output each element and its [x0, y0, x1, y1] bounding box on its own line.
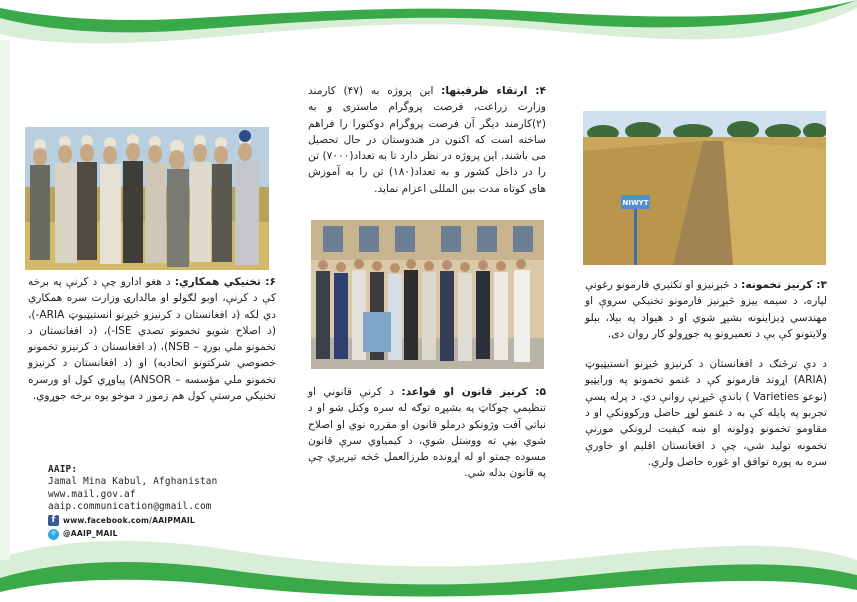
contact-block — [48, 464, 298, 540]
twitter-icon: ✧ — [49, 528, 58, 539]
photo-wheat-field — [583, 111, 826, 265]
column-mid-bottom-text — [308, 384, 546, 482]
heading-technical-cooperation: ۶: تخنیکي همکاري: — [174, 276, 276, 288]
wheat-varieties-text: د دې ترڅنګ د افغانستان د کرنیزو څیړنو انستیټیوټ (ARIA) اړوند فارمونو کې د غنمو تخمونو په ورایټیو (نوعو Varieties ) باندې څیړنې روانې دي. د پرله پسې تجربو په پایله کې به د غنمو لوړ حاصل ورکوونکې او د مقاومو تخمونو ډولونه او ښه کیفیت لرونکي موږنې تخمونه تولید شي، چې د افغانستان اقلیم او خاورې سره به پوره توافق او غوره حاصل ولري. — [585, 358, 828, 468]
field-sign-label: NIWYT — [622, 199, 649, 207]
agricultural-seeds-text: د څېړنیزو او تکثیري فارمونو رغونې لپاره، د سیمه ییزو څېړنیز فارمونو تخنیکي سروې او مهندسي ډیزاینونه بشپړ شوي او د هیواد په بېلا، بېلو ولایتونو کې یې د تعمیرونو په جوړولو کار روان دی. — [585, 279, 827, 340]
heading-agricultural-law: ۵: کرنیز قانون او قواعد: — [401, 386, 546, 398]
column-left-text — [28, 274, 276, 404]
heading-capacity-building: ۴: ارتقاء ظرفیتها: — [441, 85, 546, 97]
heading-agricultural-seeds: ۳: کرنیز تخمونه: — [741, 279, 827, 291]
agricultural-law-text: د کرنې قانوني او تنظیمي چوکاټ په بشپړه توګه له سره وکتل شو او د نباتي آفت وژونکو درملو قانون او مقرره نوي او اصلاح شوي بڼې ته ووښتل شوې، د کیمیاوي سرې قانون مسوده چمتو او له اړونده طرزالعمل څخه تیریږي چې په قانون بدله شي. — [308, 386, 546, 480]
contact-website[interactable]: www.mail.gov.af — [48, 488, 136, 500]
facebook-link[interactable]: www.facebook.com/AAIPMAIL — [63, 515, 195, 525]
twitter-row[interactable] — [48, 528, 298, 540]
twitter-link[interactable]: @AAIP_MAIL — [63, 529, 118, 539]
contact-email[interactable]: aaip.communication@gmail.com — [48, 501, 212, 513]
capacity-building-text: این پروژه به (۴۷) کارمند وزارت زراعت، فرصت پروگرام ماستری و به (۲)کارمند دیگر آن فرصت پروگرام دوکتورا را فراهم ساخته است که اکنون در هندوستان در حال تحصیل می باشند. این پروژه در نظر دارد تا به تعداد(۷۰۰۰) تن را در داخل کشور و به تعداد(۱۸۰) تن را به آموزش های کوتاه مدت بین المللی اعزام نماید. — [308, 85, 546, 195]
contact-org: AAIP: — [48, 464, 78, 475]
facebook-icon: f — [48, 515, 59, 526]
contact-address: Jamal Mina Kabul, Afghanistan — [48, 476, 218, 488]
technical-cooperation-text: د هغو ادارو چې د کرنې په برخه کې د کرنې، اوبو لګولو او مالدارۍ وزارت سره همکاري دي لکه (د افغانستان د کرنیزو څیړنو انستیټیوټ ARIA-)، (د اصلاح شویو تخمونو تصدي ISE-)، (د افغانستان د تخمونو ملي بورډ – NSB)، (د افغانستان د کرنیزو تخمونو خصوصي شرکتونو اتحادیه) او (د افغانستان د کرنیزو تخمونو ملي مؤسسه – ANSOR) پیاوړي کول او ورسره تخنیکي مرستې کول هم زموږ د موخو یوه برخه جوړوي. — [28, 276, 276, 403]
facebook-row[interactable] — [48, 515, 298, 527]
photo-elders — [25, 127, 269, 270]
photo-staff-group — [311, 220, 544, 369]
left-fold-shadow — [0, 40, 10, 560]
column-right-text — [585, 277, 827, 470]
column-mid-top-text — [308, 83, 546, 197]
